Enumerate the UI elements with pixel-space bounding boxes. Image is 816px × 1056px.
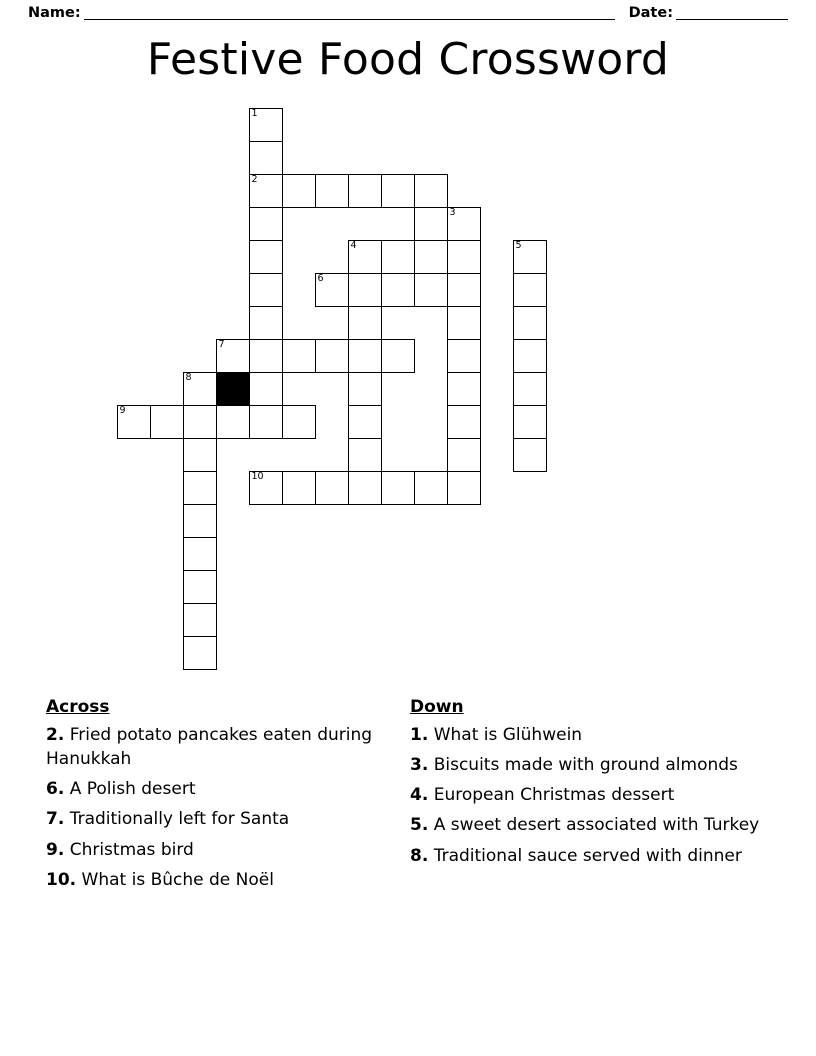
clue-item bbox=[46, 807, 396, 831]
grid-cell[interactable] bbox=[414, 207, 448, 241]
grid-cell[interactable] bbox=[249, 339, 283, 373]
grid-cell[interactable] bbox=[447, 306, 481, 340]
grid-cell[interactable] bbox=[447, 339, 481, 373]
clue-text: What is Glühwein bbox=[428, 725, 583, 745]
clue-number: 2. bbox=[46, 725, 65, 745]
crossword-grid[interactable] bbox=[117, 108, 577, 694]
grid-cell[interactable] bbox=[183, 570, 217, 604]
grid-cell[interactable] bbox=[282, 405, 316, 439]
grid-cell[interactable] bbox=[183, 537, 217, 571]
grid-cell[interactable] bbox=[348, 438, 382, 472]
grid-cell[interactable] bbox=[282, 471, 316, 505]
name-date-header bbox=[28, 0, 788, 26]
grid-cell[interactable] bbox=[513, 372, 547, 406]
grid-cell[interactable] bbox=[381, 273, 415, 307]
grid-cell-number: 9 bbox=[119, 405, 126, 416]
grid-cell[interactable] bbox=[249, 372, 283, 406]
grid-cell[interactable] bbox=[447, 471, 481, 505]
grid-cell[interactable] bbox=[414, 471, 448, 505]
page-title: Festive Food Crossword bbox=[146, 34, 670, 85]
grid-cell[interactable] bbox=[447, 372, 481, 406]
grid-cell-number: 6 bbox=[317, 273, 324, 284]
grid-cell[interactable] bbox=[381, 339, 415, 373]
grid-cell[interactable] bbox=[447, 438, 481, 472]
grid-cell[interactable] bbox=[216, 339, 250, 373]
down-clue-list bbox=[410, 723, 760, 868]
clue-text: What is Bûche de Noël bbox=[76, 869, 274, 890]
clue-item bbox=[46, 723, 396, 771]
grid-cell[interactable] bbox=[447, 207, 481, 241]
grid-cell[interactable] bbox=[183, 636, 217, 670]
clue-number: 5. bbox=[410, 815, 429, 836]
clue-number: 4. bbox=[410, 785, 429, 806]
across-heading: Across bbox=[46, 697, 110, 717]
grid-cell[interactable] bbox=[249, 306, 283, 340]
clue-item bbox=[46, 868, 396, 892]
grid-cell-number: 4 bbox=[350, 240, 357, 251]
grid-cell[interactable] bbox=[117, 405, 151, 439]
grid-cell[interactable] bbox=[249, 471, 283, 505]
grid-cell[interactable] bbox=[348, 273, 382, 307]
grid-cell-number: 2 bbox=[251, 174, 258, 185]
down-heading: Down bbox=[410, 697, 464, 717]
grid-cell[interactable] bbox=[348, 339, 382, 373]
grid-cell[interactable] bbox=[447, 273, 481, 307]
clue-text: Traditionally left for Santa bbox=[64, 809, 290, 830]
down-clues-column bbox=[410, 697, 760, 874]
grid-cell[interactable] bbox=[183, 471, 217, 505]
grid-cell-number: 1 bbox=[251, 108, 258, 119]
grid-cell-number: 5 bbox=[515, 240, 522, 251]
grid-cell[interactable] bbox=[183, 372, 217, 406]
clue-number: 6. bbox=[46, 779, 65, 800]
clue-number: 1. bbox=[410, 725, 429, 745]
grid-cell[interactable] bbox=[348, 471, 382, 505]
clue-item bbox=[410, 783, 760, 807]
grid-cell[interactable] bbox=[216, 405, 250, 439]
grid-cell[interactable] bbox=[183, 438, 217, 472]
grid-cell[interactable] bbox=[183, 504, 217, 538]
grid-cell[interactable] bbox=[183, 603, 217, 637]
grid-cell[interactable] bbox=[315, 471, 349, 505]
clue-item bbox=[410, 813, 760, 837]
grid-cell-number: 7 bbox=[218, 339, 225, 350]
grid-cell[interactable] bbox=[249, 207, 283, 241]
grid-cell[interactable] bbox=[348, 405, 382, 439]
clue-number: 9. bbox=[46, 839, 65, 860]
grid-cell[interactable] bbox=[348, 240, 382, 274]
across-clues-column bbox=[46, 697, 396, 898]
grid-cell[interactable] bbox=[414, 174, 448, 208]
grid-cell[interactable] bbox=[513, 339, 547, 373]
grid-cell[interactable] bbox=[414, 273, 448, 307]
grid-cell[interactable] bbox=[249, 141, 283, 175]
clue-item bbox=[410, 723, 760, 747]
grid-cell[interactable] bbox=[150, 405, 184, 439]
clue-text: A Polish desert bbox=[64, 779, 196, 800]
grid-cell[interactable] bbox=[315, 273, 349, 307]
clue-number: 8. bbox=[410, 845, 429, 866]
grid-cell[interactable] bbox=[282, 174, 316, 208]
clue-text: A sweet desert associated with Turkey bbox=[428, 815, 760, 836]
clue-item bbox=[410, 844, 760, 868]
grid-cell[interactable] bbox=[249, 108, 283, 142]
grid-cell[interactable] bbox=[315, 174, 349, 208]
grid-cell-number: 8 bbox=[185, 372, 192, 383]
grid-cell[interactable] bbox=[348, 372, 382, 406]
grid-cell[interactable] bbox=[447, 405, 481, 439]
clue-text: Traditional sauce served with dinner bbox=[428, 845, 742, 866]
crossword-grid-container bbox=[0, 108, 816, 694]
date-write-in-line[interactable] bbox=[676, 6, 788, 20]
grid-cell-number: 3 bbox=[449, 207, 456, 218]
grid-cell[interactable] bbox=[282, 339, 316, 373]
grid-cell[interactable] bbox=[249, 174, 283, 208]
clue-item bbox=[46, 838, 396, 862]
grid-cell-number: 10 bbox=[251, 471, 264, 482]
clue-number: 10. bbox=[46, 869, 77, 890]
clue-text: Biscuits made with ground almonds bbox=[428, 755, 738, 776]
grid-cell[interactable] bbox=[447, 240, 481, 274]
clue-text: Christmas bird bbox=[64, 839, 194, 860]
grid-cell[interactable] bbox=[513, 438, 547, 472]
grid-cell[interactable] bbox=[348, 306, 382, 340]
clue-text: Fried potato pancakes eaten during Hanukkah bbox=[46, 725, 373, 770]
grid-cell[interactable] bbox=[381, 174, 415, 208]
grid-block-cell bbox=[216, 372, 250, 406]
name-write-in-line[interactable] bbox=[84, 6, 615, 20]
across-clue-list bbox=[46, 723, 396, 892]
clue-item bbox=[46, 777, 396, 801]
clue-number: 7. bbox=[46, 809, 65, 830]
grid-cell[interactable] bbox=[249, 273, 283, 307]
grid-cell[interactable] bbox=[348, 174, 382, 208]
clue-item bbox=[410, 753, 760, 777]
grid-cell[interactable] bbox=[513, 273, 547, 307]
clue-number: 3. bbox=[410, 755, 429, 776]
grid-cell[interactable] bbox=[183, 405, 217, 439]
grid-cell[interactable] bbox=[249, 405, 283, 439]
grid-cell[interactable] bbox=[381, 240, 415, 274]
grid-cell[interactable] bbox=[315, 339, 349, 373]
date-label: Date: bbox=[628, 5, 673, 21]
grid-cell[interactable] bbox=[381, 471, 415, 505]
grid-cell[interactable] bbox=[513, 405, 547, 439]
grid-cell[interactable] bbox=[513, 240, 547, 274]
clue-text: European Christmas dessert bbox=[428, 785, 675, 806]
name-label: Name: bbox=[28, 5, 81, 21]
grid-cell[interactable] bbox=[513, 306, 547, 340]
grid-cell[interactable] bbox=[249, 240, 283, 274]
